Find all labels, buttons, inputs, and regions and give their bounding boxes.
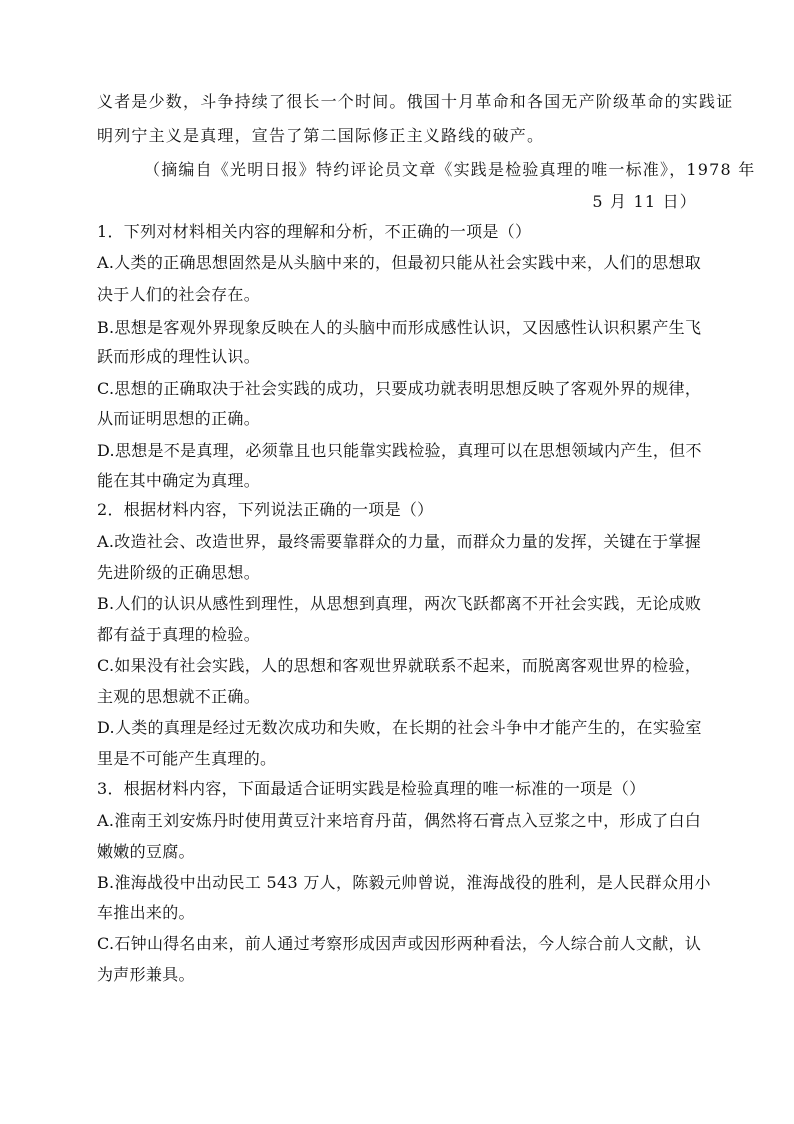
source-citation: （摘编自《光明日报》特约评论员文章《实践是检验真理的唯一标准》，1978 年	[144, 160, 756, 179]
question-1-option-b: B.思想是客观外界现象反映在人的头脑中而形成感性认识，又因感性认识积累产生飞	[97, 318, 702, 337]
question-2-option-b: B.人们的认识从感性到理性，从思想到真理，两次飞跃都离不开社会实践，无论成败	[97, 594, 702, 613]
question-2-option-c: C.如果没有社会实践，人的思想和客观世界就联系不起来，而脱离客观世界的检验，	[97, 656, 702, 675]
question-2-option-a-cont: 先进阶级的正确思想。	[97, 563, 261, 582]
question-1-option-c-cont: 从而证明思想的正确。	[97, 409, 261, 428]
question-2-stem: 2．根据材料内容，下列说法正确的一项是（）	[97, 500, 434, 519]
source-citation-date: 5 月 11 日）	[592, 192, 697, 211]
question-3-option-a: A.淮南王刘安炼丹时使用黄豆汁来培育丹苗，偶然将石膏点入豆浆之中，形成了白白	[97, 811, 702, 830]
question-3-option-c-cont: 为声形兼具。	[97, 965, 195, 984]
question-2-option-d-cont: 里是不可能产生真理的。	[97, 749, 277, 768]
question-1-option-b-cont: 跃而形成的理性认识。	[97, 347, 261, 366]
passage-line: 明列宁主义是真理，宣告了第二国际修正主义路线的破产。	[97, 126, 545, 145]
question-2-option-c-cont: 主观的思想就不正确。	[97, 687, 261, 706]
question-1-option-d-cont: 能在其中确定为真理。	[97, 471, 261, 490]
question-2-option-d: D.人类的真理是经过无数次成功和失败，在长期的社会斗争中才能产生的，在实验室	[97, 718, 702, 737]
question-3-option-a-cont: 嫩嫩的豆腐。	[97, 842, 195, 861]
question-3-option-b: B.淮海战役中出动民工 543 万人，陈毅元帅曾说，淮海战役的胜利，是人民群众用小	[97, 873, 711, 892]
question-3-stem: 3．根据材料内容，下面最适合证明实践是检验真理的唯一标准的一项是（）	[97, 779, 646, 798]
question-1-option-a: A.人类的正确思想固然是从头脑中来的，但最初只能从社会实践中来，人们的思想取	[97, 253, 702, 272]
passage-line: 义者是少数，斗争持续了很长一个时间。俄国十月革命和各国无产阶级革命的实践证	[97, 92, 734, 111]
question-3-option-b-cont: 车推出来的。	[97, 903, 195, 922]
question-1-option-c: C.思想的正确取决于社会实践的成功，只要成功就表明思想反映了客观外界的规律，	[97, 379, 702, 398]
question-2-option-a: A.改造社会、改造世界，最终需要靠群众的力量，而群众力量的发挥，关键在于掌握	[97, 532, 702, 551]
question-1-option-d: D.思想是不是真理，必须靠且也只能靠实践检验，真理可以在思想领域内产生，但不	[97, 441, 702, 460]
question-3-option-c: C.石钟山得名由来，前人通过考察形成因声或因形两种看法，今人综合前人文献，认	[97, 934, 702, 953]
question-1-stem: 1．下列对材料相关内容的理解和分析，不正确的一项是（）	[97, 222, 532, 241]
question-1-option-a-cont: 决于人们的社会存在。	[97, 285, 261, 304]
question-2-option-b-cont: 都有益于真理的检验。	[97, 625, 261, 644]
